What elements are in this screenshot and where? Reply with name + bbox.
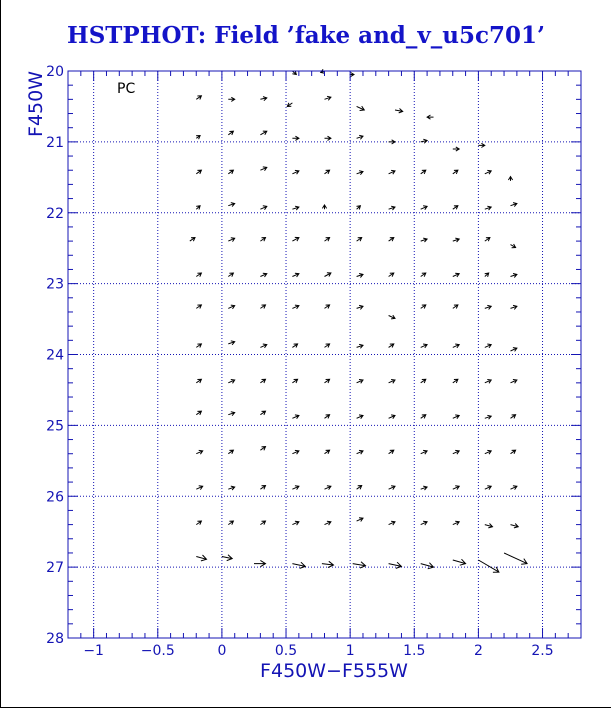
x-tick-label: −0.5 (140, 643, 175, 659)
vector-arrow (292, 379, 297, 383)
vector-arrow (325, 450, 330, 454)
vector-arrow (395, 109, 403, 113)
vector-arrow (478, 143, 484, 147)
vector-arrow (260, 521, 265, 525)
vector-arrow (389, 273, 394, 277)
vector-arrow (196, 555, 206, 561)
vector-arrow (325, 379, 330, 383)
vector-arrow (260, 131, 266, 135)
vector-arrow (325, 486, 331, 490)
vector-arrow (485, 206, 491, 210)
vector-arrow (196, 521, 201, 525)
vector-arrow (421, 450, 427, 454)
x-tick-label: 2.5 (531, 643, 554, 659)
y-axis-label: F450W (25, 71, 47, 137)
vector-arrow (350, 73, 354, 77)
vector-arrow (421, 170, 426, 174)
vector-arrow (511, 305, 517, 309)
vector-arrow (485, 170, 491, 174)
vector-arrow (357, 206, 361, 210)
vector-arrow (196, 96, 201, 100)
y-tick-label: 27 (46, 560, 64, 577)
vector-arrow (421, 563, 434, 569)
vector-arrow (228, 450, 233, 454)
vector-arrow (421, 415, 426, 419)
y-tick-label: 20 (46, 64, 64, 80)
vector-arrow (292, 237, 299, 241)
vector-arrow (260, 379, 265, 383)
vector-arrow (292, 344, 297, 348)
vector-arrow (389, 380, 395, 384)
y-tick-label: 26 (46, 489, 64, 506)
vector-arrow (254, 560, 266, 566)
y-tick-label: 25 (46, 418, 64, 435)
vector-arrow (260, 344, 266, 348)
axis-ticks (68, 71, 581, 638)
vector-arrow (325, 415, 330, 419)
vector-arrow (260, 486, 265, 490)
vector-arrow (485, 486, 491, 490)
vector-arrow (228, 273, 233, 277)
x-tick-label: 1 (345, 643, 355, 659)
vector-arrow (511, 203, 517, 207)
vector-arrow (427, 115, 433, 119)
plot-frame (68, 71, 581, 638)
vector-arrow (196, 170, 201, 174)
vector-arrow (260, 97, 266, 101)
vector-arrow (421, 273, 426, 277)
y-tick-label: 24 (46, 347, 64, 364)
vector-arrow (389, 521, 395, 525)
vector-arrow (260, 273, 266, 277)
vector-arrow (325, 305, 330, 309)
grid-lines (68, 71, 581, 638)
vector-arrow (511, 486, 517, 490)
vector-arrow (292, 206, 299, 210)
vector-arrow (421, 486, 427, 490)
vector-arrow (292, 170, 299, 174)
vector-arrow (389, 415, 395, 419)
vector-arrow (485, 344, 491, 348)
vector-arrow (485, 273, 489, 277)
vector-arrow (511, 274, 517, 278)
vector-arrow (511, 415, 516, 419)
vector-arrow (357, 380, 363, 384)
vector-arrow (389, 315, 395, 319)
vector-arrow (453, 379, 458, 383)
vector-arrow (260, 238, 265, 242)
vector-arrow (357, 344, 363, 348)
vector-arrow (196, 450, 202, 454)
vector-arrow (325, 170, 330, 174)
vector-arrow (485, 238, 490, 242)
vector-arrow (421, 206, 427, 210)
vector-arrow (228, 521, 233, 525)
y-tick-label: 28 (46, 631, 64, 647)
vector-arrow (292, 136, 299, 140)
vector-arrow (222, 555, 232, 561)
vector-arrow (292, 486, 299, 490)
vector-arrow (485, 450, 491, 454)
vector-arrow (260, 206, 266, 210)
vector-arrow (357, 305, 363, 309)
vector-arrow (453, 170, 458, 174)
vector-arrow (453, 521, 459, 525)
vector-arrow (511, 450, 516, 454)
vector-arrow (260, 411, 265, 415)
x-tick-label: 0 (217, 643, 227, 659)
vector-arrow (190, 238, 195, 242)
vector-arrow (485, 305, 491, 309)
vector-arrow (357, 518, 363, 522)
vector-arrow (389, 140, 395, 144)
vector-arrow (325, 238, 330, 242)
vector-arrow (196, 411, 201, 415)
vector-arrow (260, 447, 265, 451)
vector-arrow (228, 486, 234, 490)
vector-arrow (485, 380, 491, 384)
vector-arrow (421, 379, 426, 383)
vector-arrow (228, 238, 234, 242)
vector-arrow (453, 344, 459, 348)
vector-arrow (421, 344, 427, 348)
vector-arrow (389, 486, 395, 490)
vector-arrow (389, 450, 394, 454)
vector-arrow (511, 348, 517, 352)
vector-arrow (357, 171, 363, 175)
chart-title: HSTPHOT: Field ’fake and_v_u5c701’ (66, 22, 546, 49)
vector-arrow (421, 238, 427, 242)
vector-arrow (508, 177, 512, 181)
vector-arrow (357, 450, 363, 454)
vector-arrow (196, 379, 201, 383)
vector-arrow (357, 135, 363, 139)
vector-arrow (357, 106, 365, 110)
vector-arrow (260, 305, 265, 309)
vector-arrow (357, 274, 363, 278)
x-axis-label: F450W−F555W (260, 660, 408, 682)
vector-arrow (485, 415, 491, 419)
vector-arrow (196, 206, 200, 210)
vector-arrow (322, 205, 326, 209)
y-tick-label: 22 (46, 205, 64, 222)
vector-arrow (325, 136, 331, 140)
vector-field (190, 69, 527, 572)
panel-label: PC (117, 81, 136, 97)
vector-arrow (325, 344, 330, 348)
vector-arrow (228, 97, 234, 101)
vector-arrow (196, 486, 202, 490)
vector-arrow (196, 136, 200, 140)
vector-arrow (325, 273, 331, 277)
vector-arrow (292, 450, 299, 454)
vector-arrow (389, 170, 395, 174)
x-tick-label: 1.5 (403, 643, 426, 659)
vector-arrow (228, 170, 233, 174)
vector-arrow (453, 147, 459, 151)
vector-arrow (228, 341, 234, 345)
vector-arrow (485, 524, 493, 528)
vector-arrow (325, 96, 331, 100)
vector-arrow (453, 273, 459, 277)
y-tick-label: 21 (46, 134, 64, 151)
vector-arrow (325, 521, 331, 525)
vector-arrow (511, 244, 516, 248)
vector-arrow (292, 415, 299, 419)
vector-arrow (453, 206, 458, 210)
vector-arrow (453, 305, 458, 309)
vector-arrow (228, 203, 234, 207)
vector-arrow (322, 561, 334, 567)
vector-arrow (453, 415, 459, 419)
x-tick-label: 0.5 (274, 643, 298, 659)
vector-arrow (357, 238, 362, 242)
vector-arrow (196, 305, 201, 309)
vector-arrow (196, 344, 201, 348)
vector-arrow (292, 305, 299, 309)
vector-arrow (453, 450, 459, 454)
y-tick-label: 23 (46, 276, 64, 293)
vector-arrow (260, 167, 266, 171)
vector-arrow (421, 139, 427, 143)
vector-arrow (511, 524, 519, 528)
vector-arrow (453, 486, 459, 490)
vector-arrow (421, 305, 426, 309)
vector-arrow (504, 553, 527, 564)
vector-arrow (292, 562, 305, 568)
vector-arrow (357, 486, 362, 490)
vector-arrow (511, 380, 517, 384)
vector-arrow (453, 559, 466, 565)
vector-arrow (389, 206, 395, 210)
vector-arrow (196, 273, 201, 277)
x-tick-label: 2 (473, 643, 483, 659)
vector-arrow (421, 521, 427, 525)
vector-arrow (228, 305, 234, 309)
x-tick-label: −1 (83, 643, 104, 659)
vector-arrow (228, 412, 234, 416)
vector-arrow (478, 560, 499, 572)
vector-arrow (389, 344, 394, 348)
vector-arrow (292, 521, 299, 525)
vector-arrow (287, 103, 292, 107)
vector-arrow (357, 415, 363, 419)
tick-labels (46, 64, 553, 659)
vector-arrow (228, 380, 234, 384)
vector-arrow (292, 273, 299, 277)
vector-arrow (453, 238, 459, 242)
vector-arrow (228, 131, 233, 135)
vector-arrow (389, 238, 394, 242)
